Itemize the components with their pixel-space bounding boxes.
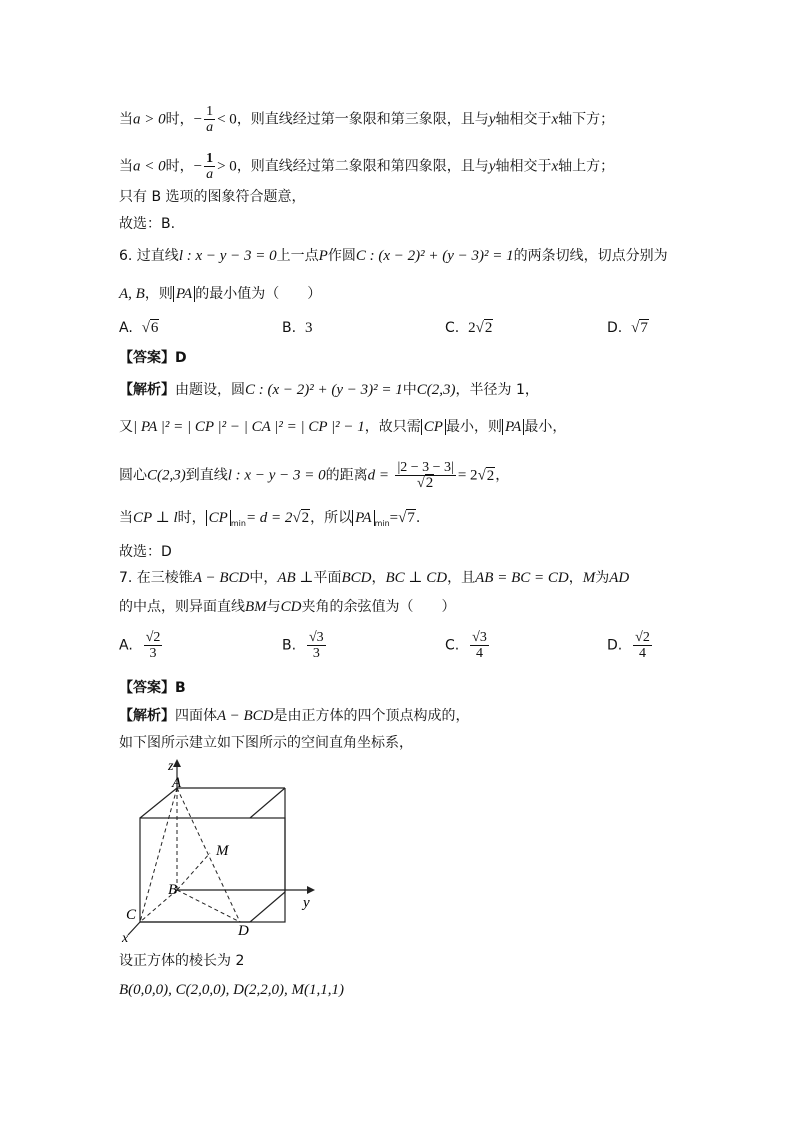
- q6-analysis-line-4: 当CP ⊥ l时， CP $_{min}$= d = 2√2，所以 PA $_{min}$=√7.: [119, 510, 421, 528]
- q6-option-b: B. 3: [282, 320, 313, 336]
- choice-text: 故选：B.: [119, 216, 176, 232]
- case-a-positive-line: 当a > 0时，− $\frac{1}{a}$ < 0，则直线经过第一象限和第三象限，且与y轴相交于x轴下方；: [119, 104, 615, 135]
- q7-option-d: D. $\frac{√2}{4}$: [607, 630, 650, 661]
- cube-front-face: [140, 818, 285, 922]
- question-7-line-2: 的中点，则异面直线BM与CD夹角的余弦值为（ ）: [119, 599, 456, 615]
- q6-analysis-line-3: 圆心C(2,3)到直线l : x − y − 3 = 0的距离d = $\frac{|2 - 3 - 3|}{√2}$ = 2√2，: [119, 460, 510, 491]
- q6-analysis-line-2: 又| PA |² = | CP |² − | CA |² = | CP |² − 1，故只需 CP 最小，则 PA 最小，: [119, 419, 567, 435]
- q7-analysis-line-1: 【解析】四面体A − BCD是由正方体的四个顶点构成的，: [119, 708, 470, 724]
- label-B: B: [168, 882, 178, 898]
- case-a-negative-line: 当a < 0时，− $\frac{1}{a}$ > 0，则直线经过第二象限和第四象限，且与y轴相交于x轴上方；: [119, 151, 615, 182]
- label-C: C: [126, 907, 137, 923]
- x-axis: [128, 922, 140, 935]
- label-x: x: [122, 931, 129, 945]
- y-axis-arrow: [307, 886, 315, 894]
- label-A: A: [172, 775, 182, 791]
- q6-option-a: A. √6: [119, 320, 159, 336]
- question-6-line-2: A, B，则 PA 的最小值为（ ）: [119, 286, 322, 302]
- cube-coordinate-figure: [110, 755, 330, 945]
- label-M: M: [216, 843, 229, 859]
- fraction-one-over-a: $\frac{1}{a}$: [206, 104, 214, 135]
- q7-analysis-line-2: 如下图所示建立如下图所示的空间直角坐标系，: [119, 735, 413, 751]
- q7-option-c: C. $\frac{√3}{4}$: [445, 630, 487, 661]
- cube-top-left-edge: [140, 788, 177, 818]
- edge-AD: [177, 788, 240, 922]
- cube-top-right-edge: [250, 788, 285, 818]
- edge-BD: [177, 890, 240, 922]
- cube-bottom-right-edge: [250, 892, 285, 922]
- label-z: z: [168, 759, 174, 774]
- q6-answer: 【答案】D: [119, 350, 187, 366]
- q7-analysis-line-3: 设正方体的棱长为 2: [119, 953, 245, 969]
- q6-choice: 故选：D: [119, 544, 172, 560]
- q7-answer: 【答案】B: [119, 680, 186, 696]
- edge-AC: [140, 788, 177, 922]
- edge-BM: [177, 853, 210, 890]
- q6-option-d: D. √7: [607, 320, 648, 336]
- question-6-line-1: 6. 过直线l : x − y − 3 = 0上一点P作圆C : (x − 2)² + (y − 3)² = 1的两条切线，切点分别为: [119, 248, 668, 264]
- label-D: D: [238, 923, 249, 939]
- z-axis-arrow: [173, 759, 181, 767]
- question-7-line-1: 7. 在三棱锥A − BCD中，AB ⊥平面BCD，BC ⊥ CD，且AB = BC = CD，M为AD: [119, 570, 630, 586]
- q7-option-a: A. $\frac{√2}{3}$: [119, 630, 161, 661]
- conclusion-text: 只有 B 选项的图象符合题意，: [119, 189, 306, 205]
- q7-coordinates: B(0,0,0), C(2,0,0), D(2,2,0), M(1,1,1): [119, 982, 344, 998]
- distance-fraction: $\frac{|2 - 3 - 3|}{√2}$: [397, 460, 454, 491]
- q6-analysis-line-1: 【解析】由题设，圆C : (x − 2)² + (y − 3)² = 1中C(2,3)，半径为 1，: [119, 382, 539, 398]
- label-y: y: [303, 895, 310, 911]
- q6-option-c: C. 2√2: [445, 320, 493, 336]
- q7-option-b: B. $\frac{√3}{3}$: [282, 630, 324, 661]
- fraction-one-over-a: $\frac{1}{a}$: [206, 151, 214, 182]
